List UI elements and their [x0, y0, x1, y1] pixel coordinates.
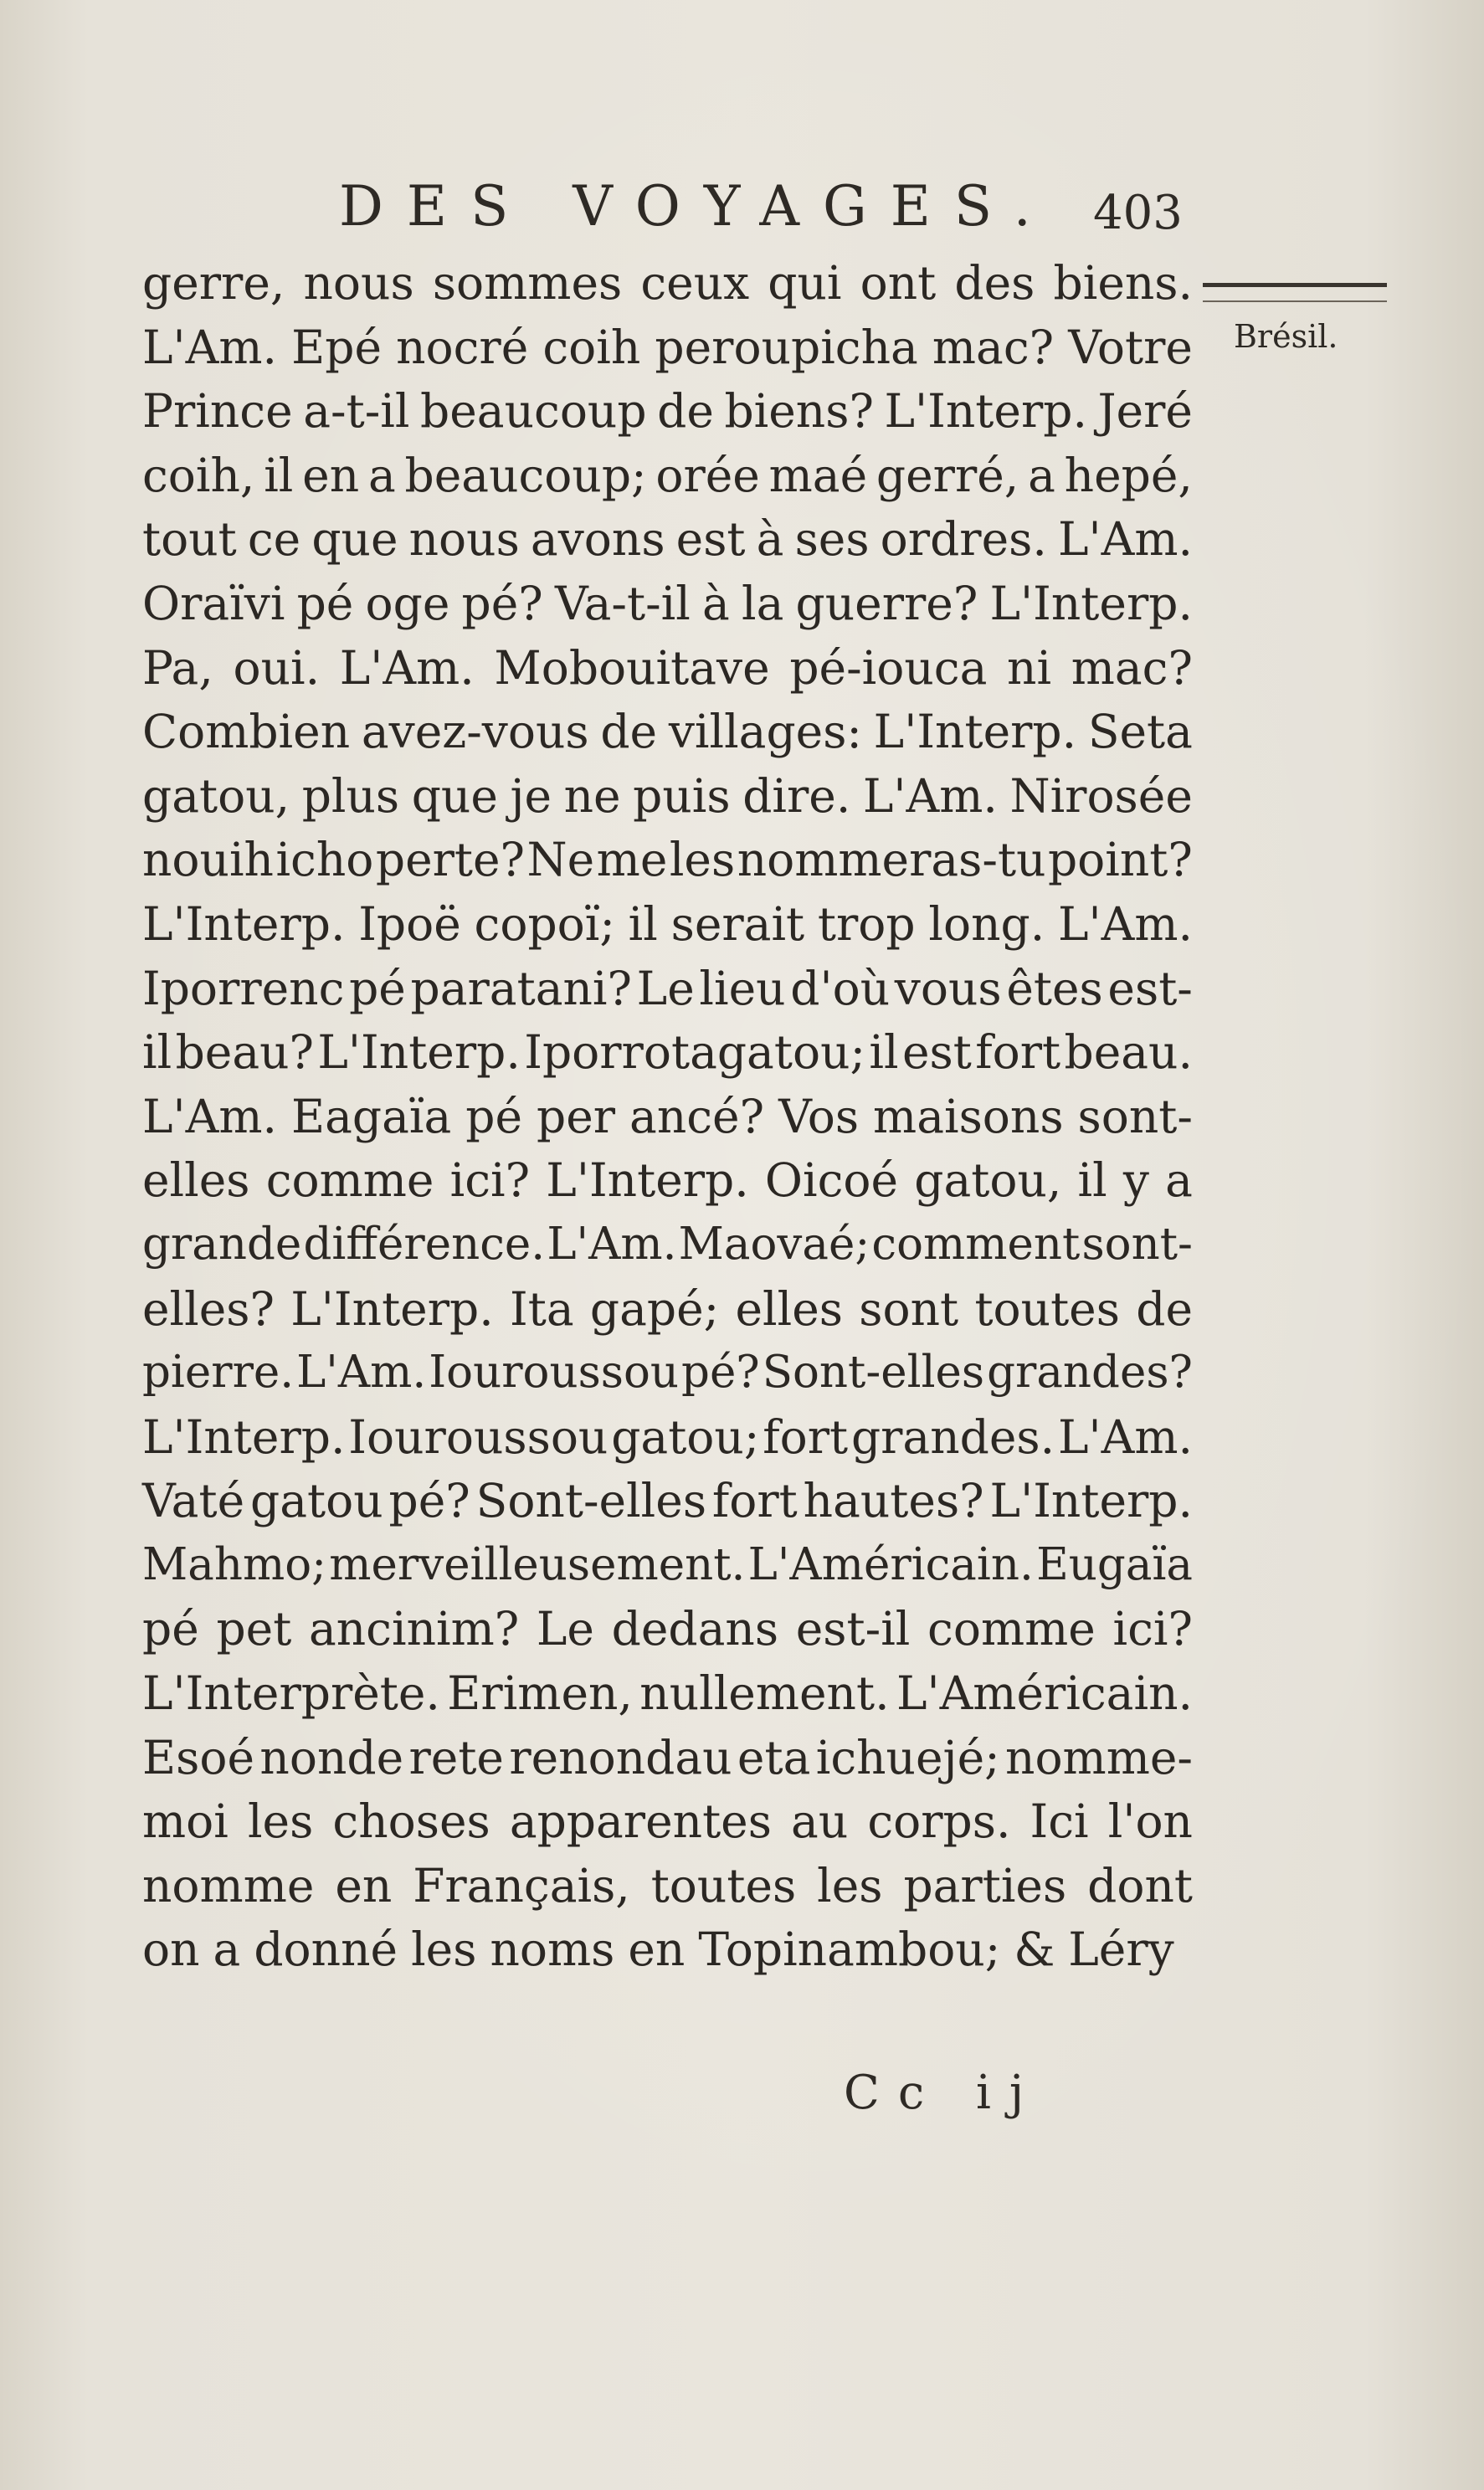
- word: Iouroussou: [348, 1409, 608, 1464]
- word: rete: [408, 1730, 504, 1784]
- word: L'Am.: [296, 1347, 427, 1399]
- word: sommes: [432, 256, 623, 310]
- text-line: [142, 957, 1193, 1021]
- word: oui.: [233, 640, 321, 695]
- word: qui: [768, 256, 842, 310]
- word: grandes.: [850, 1409, 1055, 1464]
- word: villages:: [668, 705, 862, 759]
- word: long.: [928, 896, 1045, 951]
- text-line: [142, 1277, 1193, 1342]
- word: L'Interp.: [317, 1025, 521, 1080]
- word: nocré: [396, 320, 529, 374]
- word: Seta: [1087, 705, 1193, 759]
- word: Epé: [291, 320, 382, 374]
- word: Ipoë: [358, 896, 461, 951]
- word: Esoé: [142, 1730, 255, 1784]
- word: maé: [768, 448, 868, 502]
- word: pierre.: [142, 1347, 295, 1399]
- word: copoï;: [474, 896, 615, 951]
- word: Ici: [1030, 1794, 1089, 1849]
- word: est: [675, 512, 746, 567]
- word: êtes: [1006, 961, 1103, 1015]
- word: que: [411, 768, 498, 823]
- word: guerre?: [795, 576, 978, 630]
- word: plus: [301, 768, 400, 823]
- word: ne: [563, 768, 621, 823]
- word: gerre,: [142, 256, 285, 310]
- word: me: [596, 833, 668, 887]
- word: au: [791, 1794, 849, 1849]
- word: avons: [530, 512, 665, 567]
- word: pé?: [388, 1474, 470, 1528]
- text-line: [142, 1533, 1193, 1598]
- word: ancinim?: [308, 1602, 520, 1656]
- word: il: [1077, 1153, 1107, 1208]
- word: L'Interp.: [989, 576, 1193, 630]
- text-line: [142, 1405, 1193, 1470]
- word: L'Am.: [142, 320, 277, 374]
- word: Topinambou;: [698, 1923, 1001, 1977]
- word: tout: [142, 512, 237, 567]
- word: de: [657, 384, 714, 439]
- word: L'Am.: [547, 1218, 677, 1270]
- word: en: [335, 1858, 393, 1912]
- word: Jeré: [1097, 384, 1193, 439]
- word: orée: [655, 448, 760, 502]
- word: Mobouitave: [494, 640, 770, 695]
- text-line: [142, 1020, 1193, 1085]
- word: donné: [254, 1923, 398, 1977]
- word: dont: [1087, 1858, 1193, 1912]
- word: a: [213, 1923, 241, 1977]
- word: ordres.: [880, 512, 1047, 567]
- word: ni: [1007, 640, 1052, 695]
- word: parties: [903, 1858, 1067, 1912]
- word: mac?: [1071, 640, 1193, 695]
- word: Combien: [142, 705, 351, 759]
- word: nouih: [142, 833, 274, 887]
- word: vous: [894, 961, 1002, 1015]
- word: les: [817, 1858, 883, 1912]
- word: L'Am.: [862, 768, 998, 823]
- word: Eugaïa: [1036, 1538, 1193, 1590]
- word: on: [142, 1923, 200, 1977]
- word: pé: [465, 1089, 523, 1143]
- word: L'Am.: [142, 1089, 277, 1143]
- word: maisons: [873, 1089, 1064, 1143]
- word: ichuejé;: [815, 1730, 1000, 1784]
- word: nonde: [259, 1730, 404, 1784]
- word: biens.: [1053, 256, 1193, 310]
- word: ancé?: [629, 1089, 765, 1143]
- word: de: [1136, 1281, 1193, 1336]
- word: ses: [794, 512, 870, 567]
- word: y: [1122, 1153, 1149, 1208]
- word: nullement.: [639, 1666, 890, 1721]
- word: Sont-elles: [762, 1347, 985, 1399]
- word: hautes?: [803, 1474, 984, 1528]
- word: Oicoé: [764, 1153, 899, 1208]
- word: a: [367, 448, 396, 502]
- text-line: [142, 1085, 1193, 1149]
- word: renondau: [509, 1730, 732, 1784]
- word: L'Interp.: [290, 1281, 494, 1336]
- word: fort: [711, 1474, 798, 1528]
- word: elles?: [142, 1281, 275, 1336]
- word: en: [302, 448, 360, 502]
- word: pé: [349, 961, 406, 1015]
- word: noms: [490, 1923, 615, 1977]
- text-line: [142, 379, 1193, 444]
- word: Le: [536, 1602, 594, 1656]
- text-line: [142, 1918, 1193, 1982]
- word: à: [756, 512, 784, 567]
- word: Français,: [413, 1858, 630, 1912]
- word: fort: [975, 1025, 1061, 1080]
- word: beau.: [1064, 1025, 1193, 1080]
- word: la: [741, 576, 784, 630]
- word: Oraïvi: [142, 576, 285, 630]
- word: point?: [1047, 833, 1193, 887]
- word: gatou: [250, 1474, 383, 1528]
- word: ceux: [640, 256, 750, 310]
- text-line: [142, 1597, 1193, 1661]
- word: perte?: [375, 833, 526, 887]
- word: à: [702, 576, 730, 630]
- word: pet: [216, 1602, 292, 1656]
- word: L'Am.: [1057, 512, 1193, 567]
- word: L'Interp.: [884, 384, 1087, 439]
- word: les: [411, 1923, 477, 1977]
- word: L'Interp.: [546, 1153, 749, 1208]
- word: elles: [735, 1281, 843, 1336]
- word: Vos: [778, 1089, 860, 1143]
- word: Mahmo;: [142, 1538, 327, 1590]
- word: Ne: [526, 833, 595, 887]
- word: de: [600, 705, 658, 759]
- word: nous: [303, 256, 414, 310]
- word: peroupicha: [655, 320, 918, 374]
- word: il: [869, 1025, 899, 1080]
- word: L'Interp.: [873, 705, 1077, 759]
- word: les: [247, 1794, 314, 1849]
- text-line: [142, 316, 1193, 380]
- word: Léry: [1068, 1923, 1174, 1977]
- word: gapé;: [589, 1281, 720, 1336]
- word: Va-t-il: [554, 576, 691, 630]
- word: L'Am.: [1057, 1409, 1193, 1464]
- word: est-il: [795, 1602, 911, 1656]
- text-line: [142, 828, 1193, 892]
- word: il: [142, 1025, 172, 1080]
- text-line: [142, 1726, 1193, 1790]
- word: pé?: [681, 1347, 760, 1399]
- word: Vaté: [142, 1474, 245, 1528]
- word: pé?: [461, 576, 543, 630]
- word: L'Interp.: [142, 1409, 346, 1464]
- word: ici?: [449, 1153, 531, 1208]
- word: Iporrenc: [142, 961, 345, 1015]
- word: pé: [296, 576, 354, 630]
- word: gatou;: [611, 1409, 760, 1464]
- word: Iouroussou: [429, 1347, 680, 1399]
- word: L'Interp.: [142, 896, 346, 951]
- word: ici?: [1112, 1602, 1193, 1656]
- word: est-: [1107, 961, 1193, 1015]
- word: L'Interp.: [989, 1474, 1193, 1528]
- word: &: [1014, 1923, 1055, 1977]
- word: coih,: [142, 448, 255, 502]
- text-line: [142, 1661, 1193, 1726]
- word: gatou,: [914, 1153, 1062, 1208]
- word: moi: [142, 1794, 229, 1849]
- word: sont-: [1077, 1089, 1193, 1143]
- word: fort: [763, 1409, 849, 1464]
- word: Nirosée: [1009, 768, 1193, 823]
- word: d'où: [790, 961, 891, 1015]
- word: Le: [636, 961, 695, 1015]
- word: corps.: [867, 1794, 1011, 1849]
- word: Pa,: [142, 640, 213, 695]
- word: il: [628, 896, 658, 951]
- word: des: [954, 256, 1035, 310]
- text-line: [142, 1854, 1193, 1918]
- word: dire.: [742, 768, 851, 823]
- word: je: [510, 768, 552, 823]
- word: Iporrotagatou;: [524, 1025, 866, 1080]
- word: nommeras-tu: [737, 833, 1046, 887]
- word: comme: [927, 1602, 1096, 1656]
- word: hepé,: [1064, 448, 1193, 502]
- word: L'Américain.: [896, 1666, 1193, 1721]
- word: biens?: [724, 384, 874, 439]
- word: ont: [860, 256, 937, 310]
- text-line: [142, 1341, 1193, 1405]
- word: beaucoup: [420, 384, 647, 439]
- text-line: [142, 251, 1193, 316]
- word: il: [264, 448, 294, 502]
- word: avez-vous: [361, 705, 589, 759]
- word: l'on: [1107, 1794, 1193, 1849]
- text-line: [142, 1789, 1193, 1854]
- word: L'Am.: [339, 640, 475, 695]
- word: Eagaïa: [290, 1089, 452, 1143]
- word: Ita: [510, 1281, 574, 1336]
- word: L'Américain.: [747, 1538, 1034, 1590]
- word: pé-iouca: [789, 640, 988, 695]
- text-line: [142, 892, 1193, 957]
- text-line: [142, 1469, 1193, 1533]
- word: beaucoup;: [404, 448, 647, 502]
- word: coih: [542, 320, 641, 374]
- word: a-t-il: [303, 384, 410, 439]
- word: paratani?: [410, 961, 632, 1015]
- word: nomme: [142, 1858, 315, 1912]
- word: différence.: [303, 1218, 546, 1270]
- word: lieu: [699, 961, 786, 1015]
- text-line: [142, 507, 1193, 572]
- margin-rule: [1203, 283, 1387, 302]
- text-line: [142, 572, 1193, 636]
- text-line: [142, 1213, 1193, 1277]
- running-head: DES VOYAGES.: [339, 174, 1055, 239]
- word: Votre: [1068, 320, 1193, 374]
- word: puis: [633, 768, 731, 823]
- text-line: [142, 636, 1193, 701]
- word: serait: [670, 896, 805, 951]
- word: nomme-: [1005, 1730, 1193, 1784]
- text-line: [142, 444, 1193, 508]
- word: grandes?: [987, 1347, 1193, 1399]
- word: sont: [859, 1281, 959, 1336]
- word: Maovaé;: [678, 1218, 870, 1270]
- text-line: [142, 700, 1193, 764]
- word: toutes: [974, 1281, 1120, 1336]
- word: mac?: [932, 320, 1055, 374]
- word: icho: [275, 833, 374, 887]
- word: L'Interprète.: [142, 1666, 440, 1721]
- word: comment: [871, 1218, 1081, 1270]
- word: a: [1028, 448, 1055, 502]
- signature-mark: Cc ij: [844, 2066, 1043, 2120]
- word: toutes: [650, 1858, 797, 1912]
- word: est: [901, 1025, 972, 1080]
- word: apparentes: [509, 1794, 772, 1849]
- word: eta: [737, 1730, 811, 1784]
- word: Prince: [142, 384, 293, 439]
- word: per: [537, 1089, 616, 1143]
- margin-note: Brésil.: [1234, 318, 1338, 355]
- word: grande: [142, 1218, 302, 1270]
- word: Erimen,: [447, 1666, 633, 1721]
- body-text: [142, 251, 1193, 1982]
- word: en: [628, 1923, 686, 1977]
- word: dedans: [611, 1602, 779, 1656]
- text-line: [142, 764, 1193, 829]
- word: comme: [265, 1153, 434, 1208]
- word: oge: [365, 576, 450, 630]
- word: choses: [332, 1794, 490, 1849]
- word: merveilleusement.: [329, 1538, 746, 1590]
- word: pé: [142, 1602, 199, 1656]
- word: gatou,: [142, 768, 290, 823]
- text-line: [142, 1148, 1193, 1213]
- word: ce: [247, 512, 301, 567]
- word: gerré,: [876, 448, 1019, 502]
- word: elles: [142, 1153, 250, 1208]
- word: que: [311, 512, 398, 567]
- word: les: [669, 833, 736, 887]
- word: trop: [817, 896, 916, 951]
- word: Sont-elles: [475, 1474, 707, 1528]
- word: beau?: [175, 1025, 315, 1080]
- word: sont-: [1081, 1218, 1193, 1270]
- page-number: 403: [1093, 186, 1183, 240]
- word: L'Am.: [1057, 896, 1193, 951]
- word: a: [1165, 1153, 1193, 1208]
- word: nous: [408, 512, 520, 567]
